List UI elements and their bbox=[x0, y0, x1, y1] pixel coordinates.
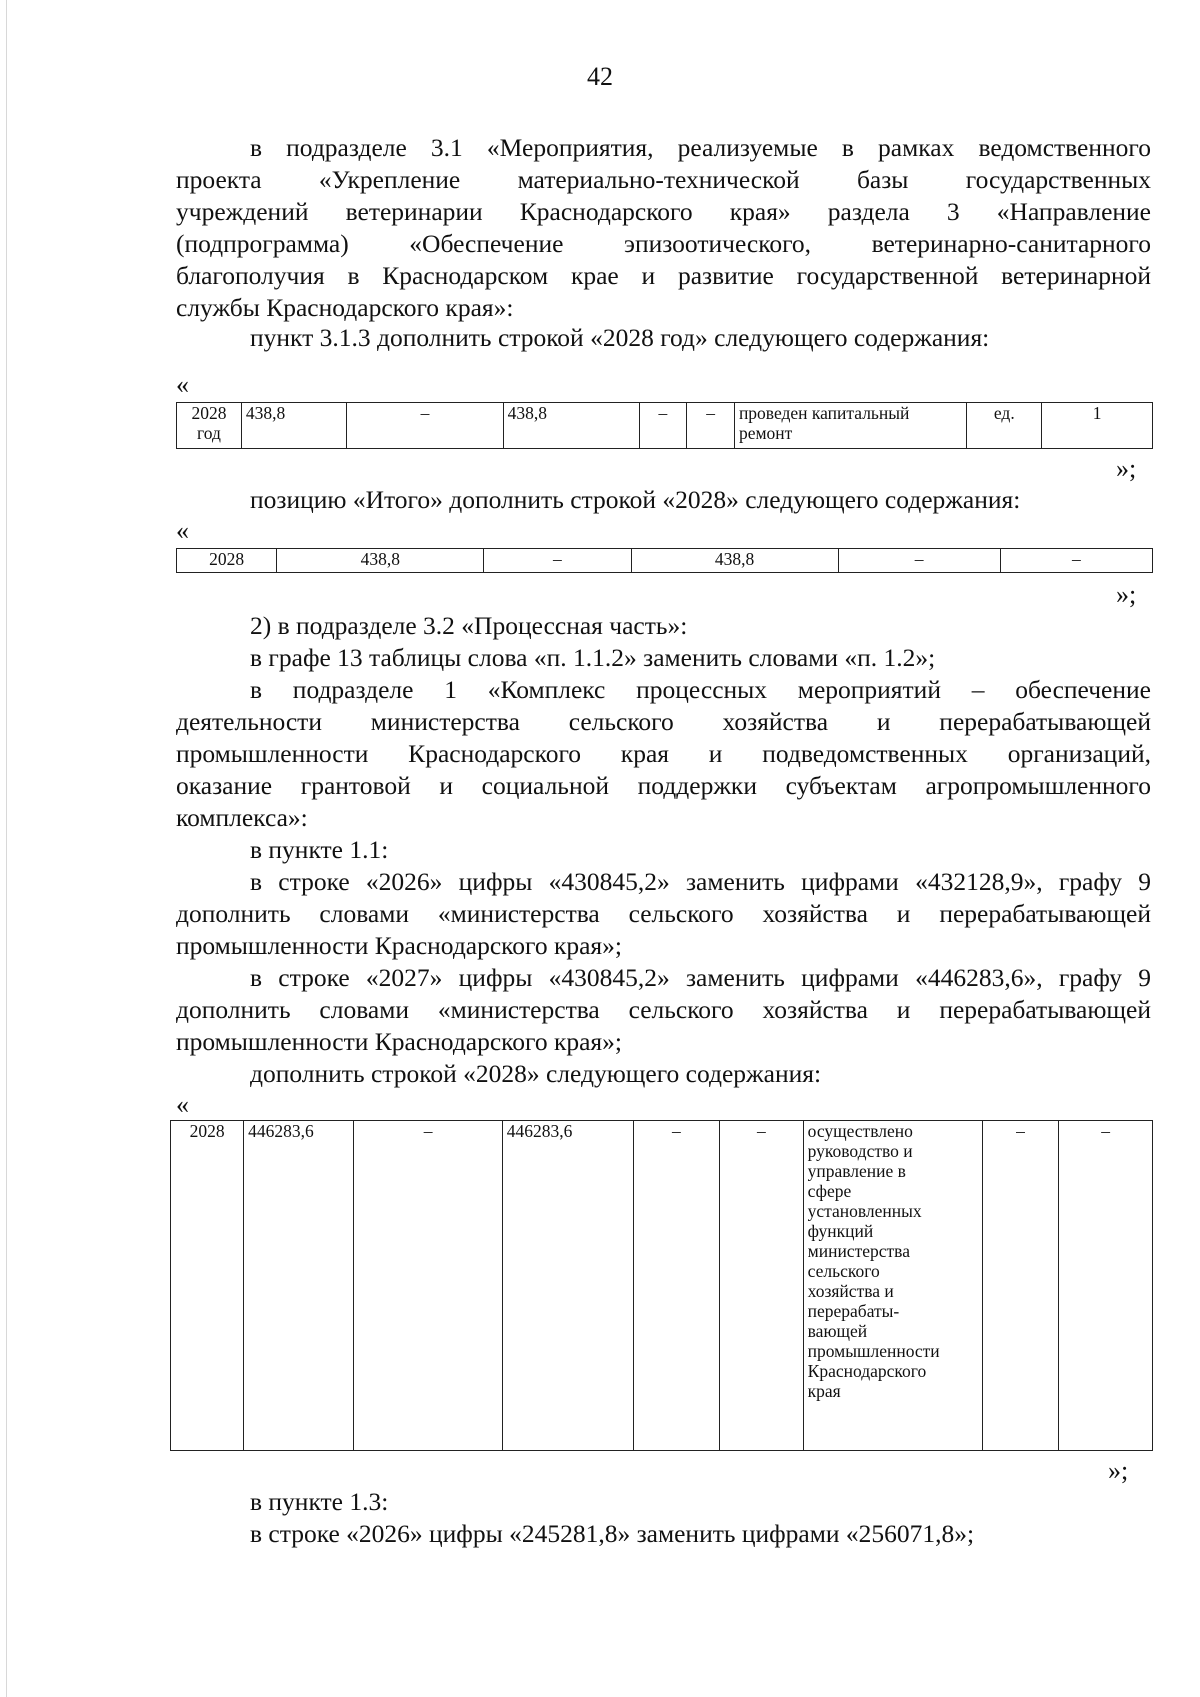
cell-text: год bbox=[197, 423, 221, 443]
table-cell: – bbox=[354, 1121, 502, 1451]
cell-text: перерабаты- bbox=[807, 1301, 900, 1321]
quote-close-mark: »; bbox=[1116, 454, 1137, 483]
table-cell-result bbox=[803, 1121, 982, 1451]
text-line: пункт 3.1.3 дополнить строкой «2028 год» следующего содержания: bbox=[250, 323, 990, 352]
table-cell: – bbox=[838, 549, 1000, 573]
cell-text: осуществлено bbox=[807, 1121, 913, 1141]
text-line: дополнить словами «министерства сельского хозяйства и перерабатывающей bbox=[176, 995, 1151, 1024]
table-cell: 438,8 bbox=[241, 403, 347, 449]
table-cell: – bbox=[639, 403, 687, 449]
cell-text: сфере bbox=[807, 1181, 852, 1201]
text-line: благополучия в Краснодарском крае и развитие государственной ветеринарной bbox=[176, 261, 1151, 290]
quote-open-mark: « bbox=[176, 516, 189, 545]
table-cell: – bbox=[347, 403, 503, 449]
text-line: службы Краснодарского края»: bbox=[176, 293, 514, 322]
table-cell: 446283,6 bbox=[502, 1121, 633, 1451]
table-cell-year: 2028 bbox=[171, 1121, 244, 1451]
cell-text: проведен капитальный bbox=[738, 403, 910, 423]
text-line: в графе 13 таблицы слова «п. 1.1.2» заменить словами «п. 1.2»; bbox=[250, 643, 936, 672]
table-cell-value: 1 bbox=[1042, 403, 1153, 449]
cell-text: вающей bbox=[807, 1321, 868, 1341]
table-cell-year: 2028 bbox=[177, 549, 277, 573]
table-cell-result bbox=[734, 403, 966, 449]
paragraph-subsection-3-2 bbox=[176, 610, 1151, 1090]
table-cell: 438,8 bbox=[503, 403, 639, 449]
text-line: в строке «2026» цифры «430845,2» заменить цифрами «432128,9», графу 9 bbox=[250, 867, 1151, 896]
table-cell: – bbox=[484, 549, 631, 573]
text-line: позицию «Итого» дополнить строкой «2028» следующего содержания: bbox=[250, 485, 1021, 514]
table-cell-year bbox=[177, 403, 242, 449]
paragraph-point-1-3 bbox=[176, 1486, 1151, 1550]
text-line: в пункте 1.1: bbox=[250, 835, 389, 864]
cell-text: установленных bbox=[807, 1201, 922, 1221]
table-row-2028-year bbox=[176, 402, 1153, 449]
text-line: оказание грантовой и социальной поддержки субъектам агропромышленного bbox=[176, 771, 1151, 800]
scan-edge bbox=[6, 0, 7, 1697]
text-line: дополнить словами «министерства сельского хозяйства и перерабатывающей bbox=[176, 899, 1151, 928]
cell-text: 2028 bbox=[191, 403, 227, 423]
text-line: проекта «Укрепление материально-технической базы государственных bbox=[176, 165, 1151, 194]
cell-text: хозяйства и bbox=[807, 1281, 894, 1301]
quote-open-mark: « bbox=[176, 1090, 189, 1119]
paragraph-itogo bbox=[176, 484, 1151, 516]
text-line: в строке «2026» цифры «245281,8» заменить цифрами «256071,8»; bbox=[250, 1519, 975, 1548]
cell-text: управление в bbox=[807, 1161, 906, 1181]
table-cell: – bbox=[982, 1121, 1058, 1451]
cell-text: сельского bbox=[807, 1261, 880, 1281]
table-cell: – bbox=[633, 1121, 720, 1451]
text-line: 2) в подразделе 3.2 «Процессная часть»: bbox=[250, 611, 688, 640]
table-cell: 438,8 bbox=[631, 549, 838, 573]
table-cell: – bbox=[687, 403, 735, 449]
cell-text: руководство и bbox=[807, 1141, 913, 1161]
cell-text: ремонт bbox=[738, 423, 793, 443]
quote-close-mark: »; bbox=[1108, 1456, 1129, 1485]
table-cell: – bbox=[720, 1121, 803, 1451]
text-line: комплекса»: bbox=[176, 803, 308, 832]
text-line: промышленности Краснодарского края и подведомственных организаций, bbox=[176, 739, 1151, 768]
text-line: в подразделе 3.1 «Мероприятия, реализуемые в рамках ведомственного bbox=[250, 133, 1151, 162]
cell-text: промышленности bbox=[807, 1341, 940, 1361]
quote-open-mark: « bbox=[176, 370, 189, 399]
text-line: промышленности Краснодарского края»; bbox=[176, 931, 623, 960]
text-line: (подпрограмма) «Обеспечение эпизоотического, ветеринарно-санитарного bbox=[176, 229, 1151, 258]
text-line: промышленности Краснодарского края»; bbox=[176, 1027, 623, 1056]
table-cell-unit: ед. bbox=[967, 403, 1042, 449]
text-line: в строке «2027» цифры «430845,2» заменить цифрами «446283,6», графу 9 bbox=[250, 963, 1151, 992]
cell-text: края bbox=[807, 1381, 841, 1401]
text-line: в пункте 1.3: bbox=[250, 1487, 389, 1516]
quote-close-mark: »; bbox=[1116, 580, 1137, 609]
table-cell: – bbox=[1059, 1121, 1153, 1451]
text-line: учреждений ветеринарии Краснодарского края» раздела 3 «Направление bbox=[176, 197, 1151, 226]
table-cell: 438,8 bbox=[277, 549, 484, 573]
paragraph-point-3-1-3 bbox=[176, 322, 1151, 354]
cell-text: функций bbox=[807, 1221, 874, 1241]
table-cell: 446283,6 bbox=[244, 1121, 354, 1451]
paragraph-subsection-3-1 bbox=[176, 132, 1151, 324]
text-line: в подразделе 1 «Комплекс процессных мероприятий – обеспечение bbox=[250, 675, 1151, 704]
table-cell: – bbox=[1000, 549, 1152, 573]
text-line: деятельности министерства сельского хозяйства и перерабатывающей bbox=[176, 707, 1151, 736]
table-row-itogo-2028 bbox=[176, 548, 1153, 573]
cell-text: министерства bbox=[807, 1241, 910, 1261]
text-line: дополнить строкой «2028» следующего содержания: bbox=[250, 1059, 822, 1088]
table-row-2028-process bbox=[170, 1120, 1153, 1451]
cell-text: Краснодарского bbox=[807, 1361, 927, 1381]
page-number: 42 bbox=[587, 62, 613, 91]
